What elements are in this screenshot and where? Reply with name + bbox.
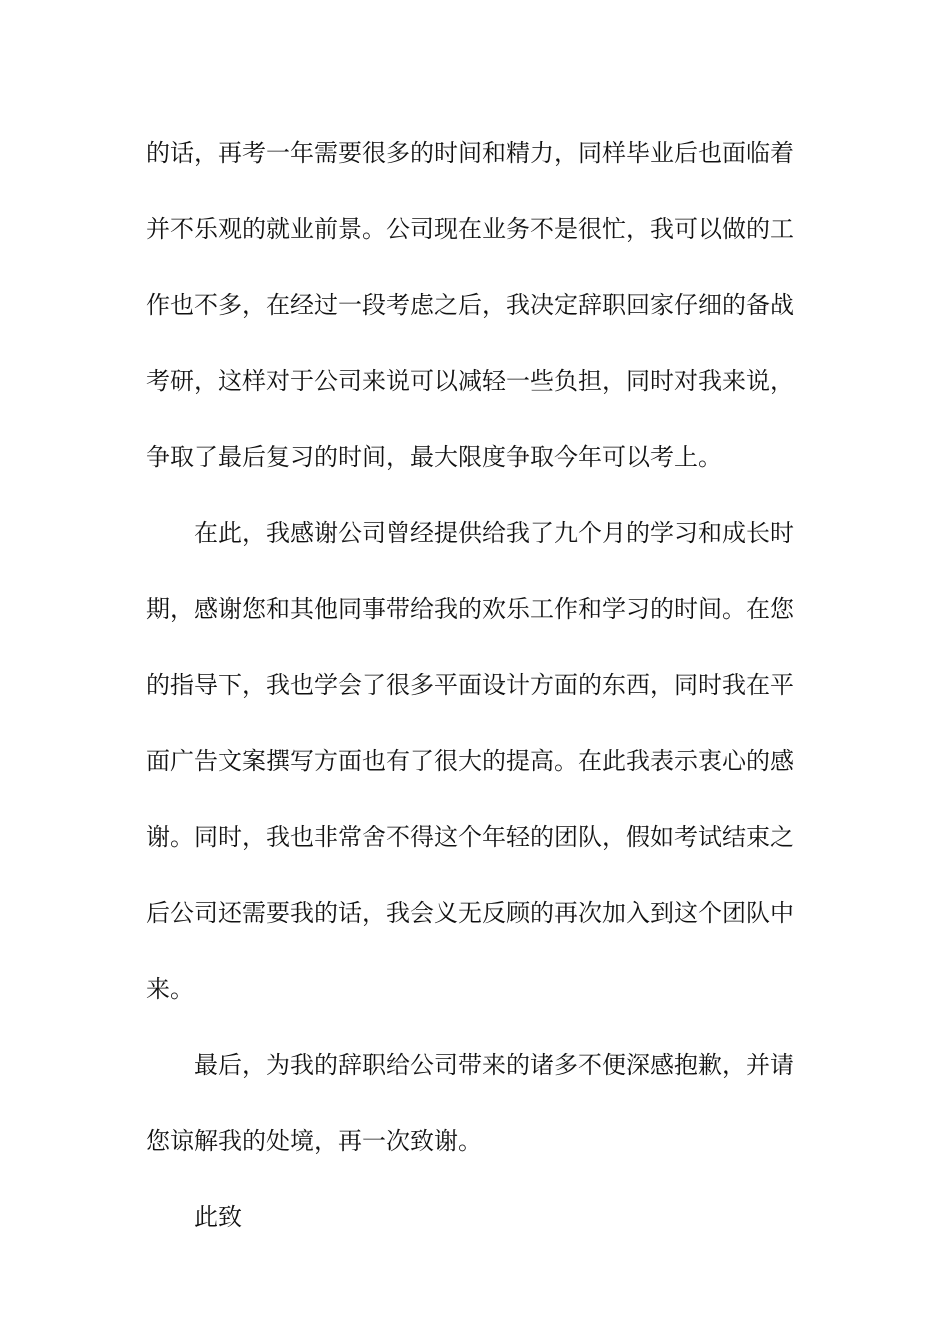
text-line: 的指导下，我也学会了很多平面设计方面的东西，同时我在平: [146, 671, 794, 699]
text-line: 作也不多，在经过一段考虑之后，我决定辞职回家仔细的备战: [146, 291, 794, 319]
text-line: 的话，再考一年需要很多的时间和精力，同样毕业后也面临着: [146, 139, 794, 167]
paragraph-start-line: 在此，我感谢公司曾经提供给我了九个月的学习和成长时: [194, 519, 794, 547]
text-line: 考研，这样对于公司来说可以减轻一些负担，同时对我来说，: [146, 367, 794, 395]
text-line: 您谅解我的处境，再一次致谢。: [146, 1127, 482, 1155]
text-line: 后公司还需要我的话，我会义无反顾的再次加入到这个团队中: [146, 899, 794, 927]
text-line: 来。: [146, 975, 194, 1003]
text-line: 争取了最后复习的时间，最大限度争取今年可以考上。: [146, 443, 722, 471]
paragraph-start-line: 最后，为我的辞职给公司带来的诸多不便深感抱歉，并请: [194, 1051, 794, 1079]
text-line: 谢。同时，我也非常舍不得这个年轻的团队，假如考试结束之: [146, 823, 794, 851]
document-body: [146, 126, 806, 1266]
text-line: 并不乐观的就业前景。公司现在业务不是很忙，我可以做的工: [146, 215, 794, 243]
text-line: 期，感谢您和其他同事带给我的欢乐工作和学习的时间。在您: [146, 595, 794, 623]
closing-salutation: 此致: [194, 1203, 242, 1231]
text-line: 面广告文案撰写方面也有了很大的提高。在此我表示衷心的感: [146, 747, 794, 775]
